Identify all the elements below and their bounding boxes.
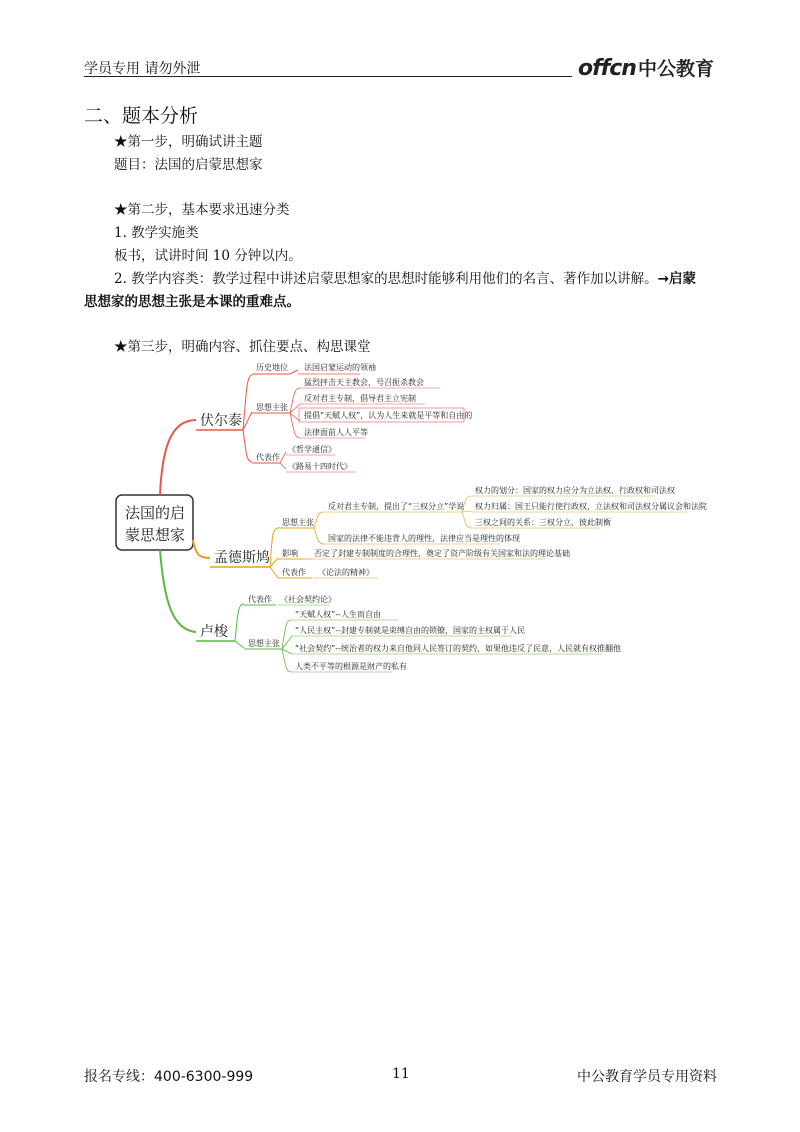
step2-text: ★第二步，基本要求迅速分类 <box>114 202 290 218</box>
montesquieu-name: 孟德斯鸠 <box>214 550 270 566</box>
rousseau-thought-1: “天赋人权”--人生而自由 <box>295 610 382 619</box>
center-node-line1: 法国的启 <box>124 504 186 522</box>
voltaire-works-label: 代表作 <box>256 453 280 462</box>
branch-voltaire <box>160 420 196 495</box>
montesquieu-influence-label: 影响 <box>282 549 298 558</box>
category2-bold1: →启蒙 <box>657 271 696 287</box>
montesquieu-detail-3: 三权之间的关系：三权分立，彼此制衡 <box>475 518 611 527</box>
montesquieu-works-label: 代表作 <box>282 568 306 577</box>
step3-text: ★第三步，明确内容、抓住要点、构思课堂 <box>114 339 371 355</box>
montesquieu-detail-2: 权力归属：国王只能行使行政权，立法权和司法权分属议会和法院 <box>475 502 707 511</box>
branch-rousseau <box>160 550 196 632</box>
voltaire-name: 伏尔泰 <box>200 413 242 429</box>
voltaire-status: 法国启蒙运动的领袖 <box>304 363 376 372</box>
rousseau-thought-3: “社会契约”--统治者的权力来自他同人民签订的契约，如果他违反了民意，人民就有权推翻他 <box>295 644 622 653</box>
branch-montesquieu <box>193 540 210 558</box>
montesquieu-thought-label: 思想主张 <box>282 518 314 527</box>
rousseau-thought-4: 人类不平等的根源是财产的私有 <box>295 662 407 671</box>
rousseau-works-label: 代表作 <box>248 595 272 604</box>
voltaire-thought-4: 法律面前人人平等 <box>304 428 368 437</box>
montesquieu-separation: 反对君主专制，提出了“三权分立”学说 <box>328 502 465 511</box>
footer-hotline: 报名专线：400-6300-999 <box>84 1069 254 1085</box>
rousseau-works: 《社会契约论》 <box>280 595 336 604</box>
page-number: 11 <box>392 1066 410 1082</box>
voltaire-work-2: 《路易十四时代》 <box>288 462 352 471</box>
voltaire-thought-label: 思想主张 <box>256 403 288 412</box>
category1-text: 1. 教学实施类 <box>114 225 199 241</box>
rousseau-name: 卢梭 <box>200 624 228 640</box>
footer-right-text: 中公教育学员专用资料 <box>577 1069 717 1085</box>
category2-part1: 2. 教学内容类：教学过程中讲述启蒙思想家的思想时能够利用他们的名言、著作加以讲解。 <box>114 271 658 287</box>
step1-text: ★第一步，明确试讲主题 <box>114 134 263 150</box>
voltaire-work-1: 《哲学通信》 <box>288 445 336 454</box>
voltaire-thought-3: 提倡“天赋人权”，认为人生来就是平等和自由的 <box>304 411 473 420</box>
montesquieu-works: 《论法的精神》 <box>318 568 374 577</box>
voltaire-thought-1: 猛烈抨击天主教会，号召扼杀教会 <box>304 378 424 387</box>
montesquieu-law: 国家的法律不能违背人的理性，法律应当是理性的体现 <box>328 534 520 543</box>
voltaire-thought-2: 反对君主专制，倡导君主立宪制 <box>304 394 416 403</box>
rousseau-thought-2: “人民主权”--封建专制就是束缚自由的锁镣，国家的主权属于人民 <box>295 626 526 635</box>
topic-text: 题目：法国的启蒙思想家 <box>114 157 263 173</box>
category1-detail: 板书，试讲时间 10 分钟以内。 <box>114 248 302 264</box>
logo-english: offcn <box>578 56 636 81</box>
center-node-line2: 蒙思想家 <box>124 526 186 544</box>
logo-chinese: 中公教育 <box>637 58 714 80</box>
montesquieu-influence: 否定了封建专制制度的合理性，奠定了资产阶级有关国家和法的理论基础 <box>314 549 570 558</box>
section-title: 二、题本分析 <box>84 105 199 127</box>
header-left-text: 学员专用 请勿外泄 <box>84 61 201 77</box>
rousseau-thought-label: 思想主张 <box>248 639 280 648</box>
montesquieu-detail-1: 权力的划分：国家的权力应分为立法权、行政权和司法权 <box>475 486 675 495</box>
voltaire-status-label: 历史地位 <box>256 363 288 372</box>
category2-bold2: 思想家的思想主张是本课的重难点。 <box>84 294 300 310</box>
